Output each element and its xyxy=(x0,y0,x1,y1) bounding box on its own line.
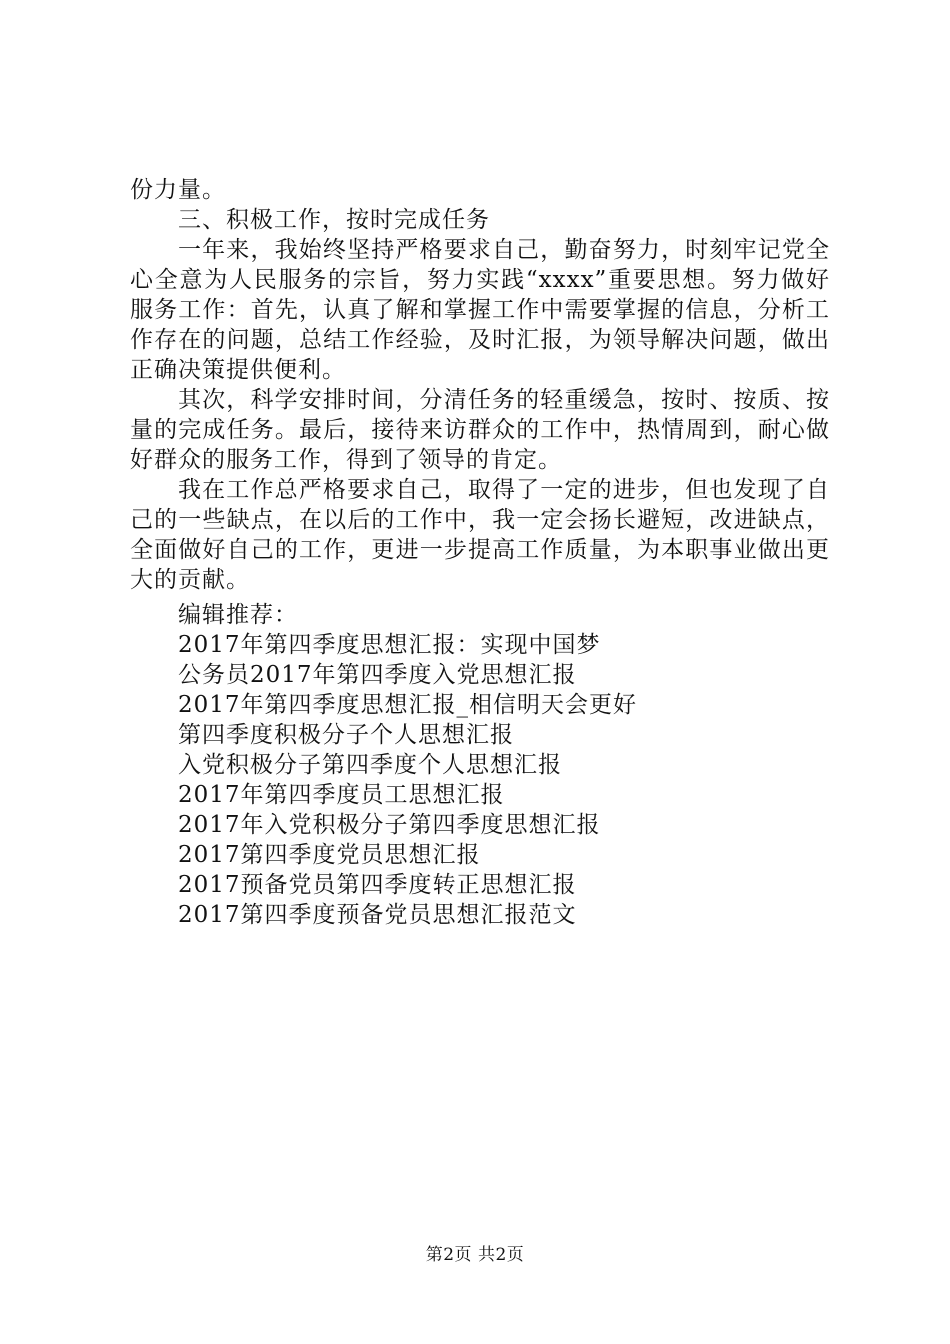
document-body xyxy=(130,175,830,595)
recommend-link[interactable]: 2017年第四季度思想汇报_相信明天会更好 xyxy=(178,692,638,718)
recommend-link[interactable]: 第四季度积极分子个人思想汇报 xyxy=(178,722,514,748)
recommend-link[interactable]: 2017年入党积极分子第四季度思想汇报 xyxy=(178,812,601,838)
recommend-list xyxy=(178,600,818,930)
recommend-link[interactable]: 2017年第四季度员工思想汇报 xyxy=(178,782,505,808)
paragraph: 一年来，我始终坚持严格要求自己，勤奋努力，时刻牢记党全心全意为人民服务的宗旨，努力实践“xxxx”重要思想。努力做好服务工作：首先，认真了解和掌握工作中需要掌握的信息，分析工作存在的问题，总结工作经验，及时汇报，为领导解决问题，做出正确决策提供便利。 xyxy=(130,237,830,383)
recommend-link[interactable]: 公务员2017年第四季度入党思想汇报 xyxy=(178,662,577,688)
paragraph: 我在工作总严格要求自己，取得了一定的进步，但也发现了自己的一些缺点，在以后的工作中，我一定会扬长避短，改进缺点，全面做好自己的工作，更进一步提高工作质量，为本职事业做出更大的贡献。 xyxy=(130,477,830,593)
section-heading: 三、积极工作，按时完成任务 xyxy=(178,207,490,233)
recommend-link[interactable]: 2017第四季度预备党员思想汇报范文 xyxy=(178,902,577,928)
paragraph: 其次，科学安排时间，分清任务的轻重缓急，按时、按质、按量的完成任务。最后，接待来访群众的工作中，热情周到，耐心做好群众的服务工作，得到了领导的肯定。 xyxy=(130,387,830,473)
recommend-link[interactable]: 2017预备党员第四季度转正思想汇报 xyxy=(178,872,577,898)
recommend-label: 编辑推荐： xyxy=(178,602,298,628)
paragraph-continuation: 份力量。 xyxy=(130,177,226,203)
recommend-link[interactable]: 2017第四季度党员思想汇报 xyxy=(178,842,481,868)
recommend-link[interactable]: 入党积极分子第四季度个人思想汇报 xyxy=(178,752,562,778)
recommend-link[interactable]: 2017年第四季度思想汇报：实现中国梦 xyxy=(178,632,601,658)
page-number-footer: 第2页 共2页 xyxy=(425,1245,525,1265)
